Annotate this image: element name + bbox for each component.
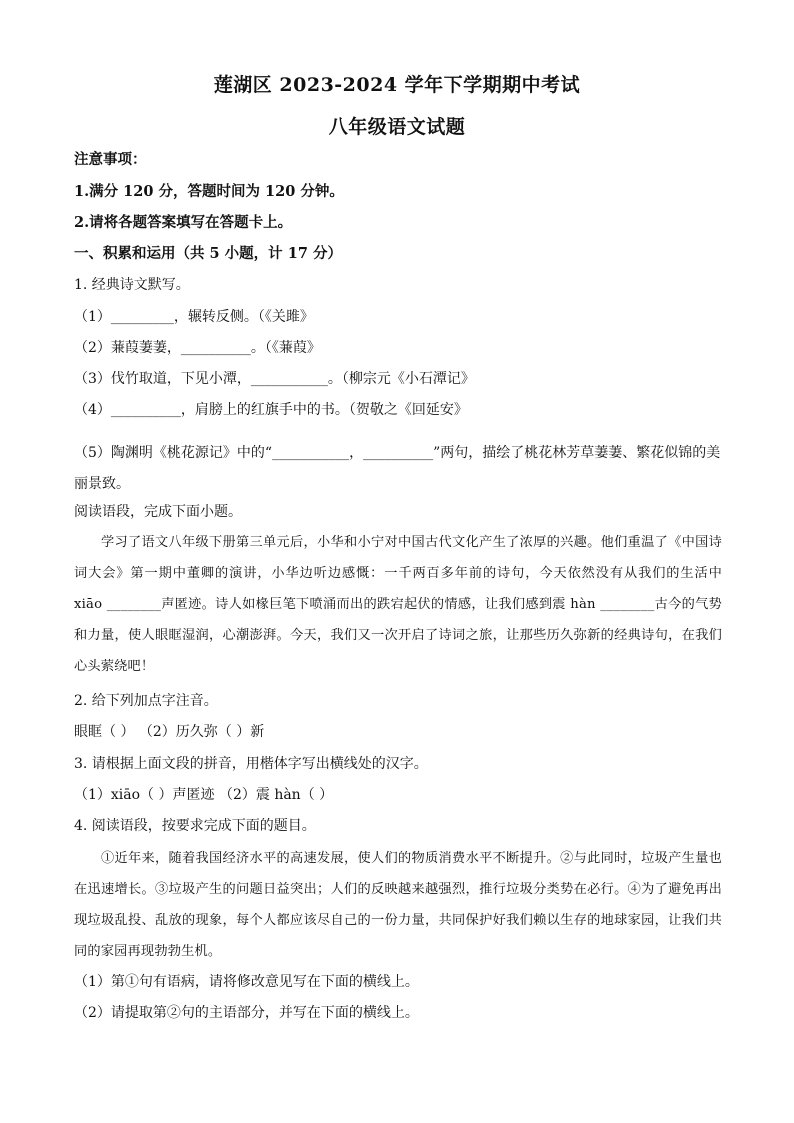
reading-intro: 阅读语段，完成下面小题。 bbox=[74, 504, 242, 520]
exam-subtitle: 八年级语文试题 bbox=[328, 116, 466, 138]
question-4-stem: 4. 阅读语段，按要求完成下面的题目。 bbox=[74, 818, 316, 834]
question-2-items: 眼眶（ ） （2）历久弥（ ）新 bbox=[74, 724, 265, 740]
question-4-sub-1: （1）第①句有语病，请将修改意见写在下面的横线上。 bbox=[74, 974, 419, 990]
question-2-stem: 2. 给下列加点字注音。 bbox=[74, 693, 218, 709]
notes-heading: 注意事项： bbox=[74, 151, 147, 168]
question-3-stem: 3. 请根据上面文段的拼音，用楷体字写出横线处的汉字。 bbox=[74, 756, 428, 772]
question-4-sub-2: （2）请提取第②句的主语部分，并写在下面的横线上。 bbox=[74, 1005, 419, 1021]
question-1-stem: 1. 经典诗文默写。 bbox=[74, 277, 190, 293]
question-1-item-2: （2）蒹葭萋萋，__________。（《蒹葭》 bbox=[74, 340, 321, 356]
question-1-item-5: （5）陶渊明《桃花源记》中的“___________，__________”两句，描绘了桃花林芳草萋萋、繁花似锦的美丽景致。 bbox=[74, 445, 721, 492]
question-3-items: （1）xiāo（ ）声匿迹 （2）震 hàn（ ） bbox=[74, 787, 334, 803]
notes-item-2: 2.请将各题答案填写在答题卡上。 bbox=[74, 214, 293, 231]
question-1-item-3: （3）伐竹取道，下见小潭，___________。（柳宗元《小石潭记》 bbox=[74, 371, 475, 387]
notes-item-1: 1.满分 120 分，答题时间为 120 分钟。 bbox=[74, 183, 344, 200]
question-1-item-1: （1）_________，辗转反侧。（《关雎》 bbox=[74, 309, 314, 325]
exam-title: 莲湖区 2023-2024 学年下学期期中考试 bbox=[213, 74, 581, 96]
reading-passage: 学习了语文八年级下册第三单元后，小华和小宁对中国古代文化产生了浓厚的兴趣。他们重温了《中国诗词大会》第一期中董卿的演讲，小华边听边感慨：一千两百多年前的诗句，今天依然没有从我们的生活中 xiāo ________声匿迹。诗人如椽巨笔下喷涌而出的跌宕起伏的情感，让我们感到震 hàn ________古今的气势和力量，使人眼眶湿润，心潮澎湃。今天，我们又一次开启了诗词之旅，让那些历久弥新的经典诗句，在我们心头萦绕吧！ bbox=[74, 535, 722, 674]
question-1-item-4: （4）__________，肩膀上的红旗手中的书。（贺敬之《回延安》 bbox=[74, 402, 468, 418]
section-heading: 一、积累和运用（共 5 小题，计 17 分） bbox=[74, 245, 342, 262]
question-4-passage: ①近年来，随着我国经济水平的高速发展，使人们的物质消费水平不断提升。②与此同时，垃圾产生量也在迅速增长。③垃圾产生的问题日益突出；人们的反映越来越强烈，推行垃圾分类势在必行。④为了避免再出现垃圾乱投、乱放的现象，每个人都应该尽自己的一份力量，共同保护好我们赖以生存的地球家园，让我们共同的家园再现勃勃生机。 bbox=[74, 851, 722, 959]
